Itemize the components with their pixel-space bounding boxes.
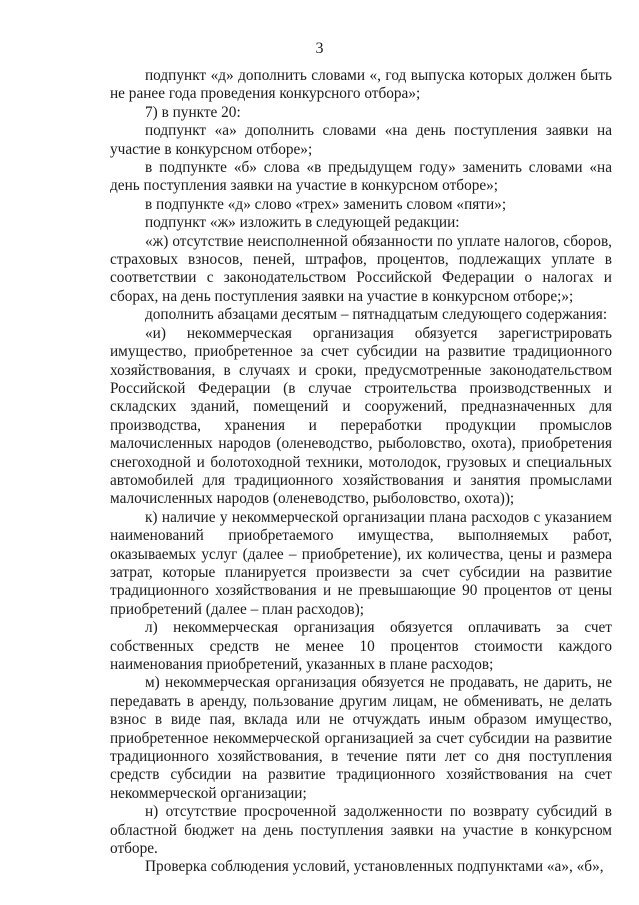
paragraph: дополнить абзацами десятым – пятнадцатым следующего содержания: [145,306,608,324]
paragraph: подпункт «ж» изложить в следующей редакции: [145,214,460,232]
paragraph: м) некоммерческая организация обязуется не продавать, не дарить, не передавать в аренду, пользование другим лицам, не обменивать, не делать взнос в виде пая, вклада или не отчуждать иным образом имущество, приобретенное некоммерческой организацией за счет субсидии на развитие традиционного хозяйствования, в течение пяти лет со дня поступления средств субсидии на развитие традиционного хозяйствования на счет некоммерческой организации; [110,674,612,802]
paragraph: в подпункте «д» слово «трех» заменить словом «пяти»; [145,195,507,213]
paragraph: «и) некоммерческая организация обязуется зарегистрировать имущество, приобретенное за счет субсидии на развитие традиционного хозяйствования, в случаях и сроки, предусмотренные законодательством Российской Федерации (в случае строительства производственных и складских зданий, помещений и сооружений, предназначенных для производства, хранения и переработки продукции промыслов малочисленных народов (оленеводство, рыболовство, охота), приобретения снегоходной и болотоходной техники, мотолодок, грузовых и специальных автомобилей для традиционного хозяйствования и занятия промыслами малочисленных народов (оленеводство, рыболовство, охота)); [110,324,612,508]
paragraph: Проверка соблюдения условий, установленных подпунктами «а», «б», [145,858,604,876]
paragraph: «ж) отсутствие неисполненной обязанности по уплате налогов, сборов, страховых взносов, пеней, штрафов, процентов, подлежащих уплате в соответствии с законодательством Российской Федерации о налогах и сборах, на день поступления заявки на участие в конкурсном отборе;»; [110,232,612,305]
paragraph: к) наличие у некоммерческой организации плана расходов с указанием наименований приобретаемого имущества, выполняемых работ, оказываемых услуг (далее – приобретение), их количества, цены и размера затрат, которые планируется произвести за счет субсидии на развитие традиционного хозяйствования и не превышающие 90 процентов от цены приобретений (далее – план расходов); [110,508,612,618]
paragraph: н) отсутствие просроченной задолженности по возврату субсидий в областной бюджет на день поступления заявки на участие в конкурсном отборе. [110,803,612,858]
paragraph: подпункт «д» дополнить словами «, год выпуска которых должен быть не ранее года проведения конкурсного отбора»; [110,67,612,103]
paragraph: 7) в пункте 20: [145,103,241,121]
page-number: 3 [315,40,324,57]
paragraph: подпункт «а» дополнить словами «на день поступления заявки на участие в конкурсном отборе»; [110,122,612,158]
document-body [110,67,612,877]
paragraph: в подпункте «б» слова «в предыдущем году» заменить словами «на день поступления заявки на участие в конкурсном отборе»; [110,159,612,195]
paragraph: л) некоммерческая организация обязуется оплачивать за счет собственных средств не менее 10 процентов стоимости каждого наименования приобретений, указанных в плане расходов; [110,619,612,673]
